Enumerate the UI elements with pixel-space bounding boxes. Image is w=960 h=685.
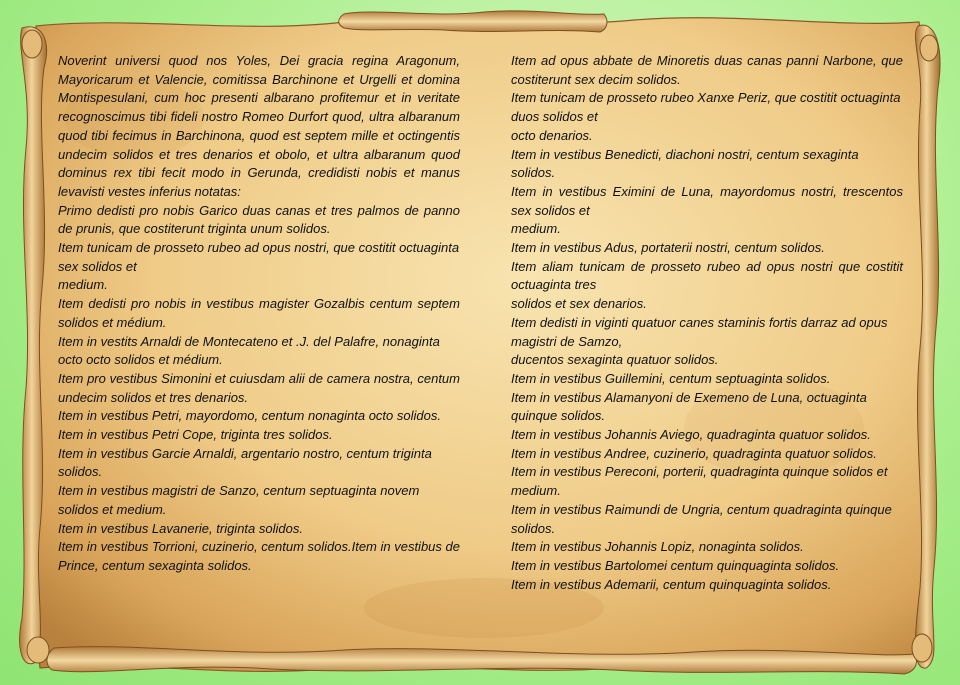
paragraph: Item in vestibus Alamanyoni de Exemeno de Luna, octuaginta quinque solidos. [511,389,867,424]
right-text-column [511,52,903,594]
paragraph: Item in vestits Arnaldi de Montecateno et .J. del Palafre, nonaginta octo octo solidos et médium. [58,333,440,368]
paragraph: Primo dedisti pro nobis Garico duas canas et tres palmos de panno de prunis, que costiterunt triginta unum solidos. [58,202,460,237]
paragraph: Item in vestibus Johannis Aviego, quadraginta quatuor solidos. [511,427,871,443]
paragraph: Item dedisti in viginti quatuor canes staminis fortis darraz ad opus magistri de Samzo, ducentos sexaginta quatuor solidos. [511,314,888,368]
paragraph: Item tunicam de prosseto rubeo ad opus nostri, que costitit octuaginta sex solidos et medium. [58,240,460,293]
paragraph: Item aliam tunicam de prosseto rubeo ad opus nostri que costitit octuaginta tres solidos et sex denarios. [511,258,903,312]
paragraph: Item ad opus abbate de Minoretis duas canas panni Narbone, que costiterunt sex decim solidos. [511,53,903,87]
paragraph: Item in vestibus Adus, portaterii nostri, centum solidos. [511,240,825,256]
paragraph: Item in vestibus Eximini de Luna, mayordomus nostri, trescentos sex solidos et medium. [511,183,903,237]
paragraph: Item in vestibus Andree, cuzinerio, quadraginta quatuor solidos. [511,445,877,461]
paragraph: Item in vestibus Ademarii, centum quinquaginta solidos. [511,576,832,592]
paragraph: Item in vestibus Bartolomei centum quinquaginta solidos. [511,557,840,573]
paragraph: Item in vestibus Lavanerie, triginta solidos. [58,520,303,536]
paragraph: Item in vestibus Guillemini, centum septuaginta solidos. [511,370,831,386]
paragraph: Item in vestibus magistri de Sanzo, centum septuaginta novem solidos et medium. [58,483,420,517]
paragraph: Item in vestibus Petri, mayordomo, centum nonaginta octo solidos. [58,408,441,424]
paragraph: Item in vestibus Petri Cope, triginta tres solidos. [58,427,333,443]
paragraph: Item in vestibus Pereconi, porterii, quadraginta quinque solidos et medium. [511,464,888,499]
paragraph: Noverint universi quod nos Yoles, Dei gracia regina Aragonum, Mayoricarum et Valencie, comitissa Barchinone et Urgelli et domina Montispesulani, cum hoc presenti albarano profitemur et in veritate recognoscimus tibi fideli nostro Romeo Durfort quod, ultra albaranum quod tibi fecimus in Barchinona, quod est septem mille et octingentis undecim solidos et tres denarios et obolo, et ultra albaranum quod dominus rex tibi fecit modo in Gerunda, credidisti nobis et manus levavisti vestes inferius notatas: [58,53,460,199]
paragraph: Item in vestibus Johannis Lopiz, nonaginta solidos. [511,539,804,555]
paragraph: Item pro vestibus Simonini et cuiusdam alii de camera nostra, centum undecim solidos et tres denarios. [58,370,460,405]
paragraph: Item tunicam de prosseto rubeo Xanxe Periz, que costitit octuaginta duos solidos et octo denarios. [511,90,901,143]
paragraph: Item in vestibus Raimundi de Ungria, centum quadraginta quinque solidos. [511,501,892,536]
paragraph: Item in vestibus Garcie Arnaldi, argentario nostro, centum triginta solidos. [58,445,432,480]
paragraph: Item in vestibus Benedicti, diachoni nostri, centum sexaginta solidos. [511,146,859,181]
paragraph: Item in vestibus Torrioni, cuzinerio, centum solidos.Item in vestibus de Prince, centum sexaginta solidos. [58,539,460,573]
left-text-column [58,52,460,576]
parchment-scroll [14,8,944,676]
paragraph: Item dedisti pro nobis in vestibus magister Gozalbis centum septem solidos et médium. [58,296,460,330]
